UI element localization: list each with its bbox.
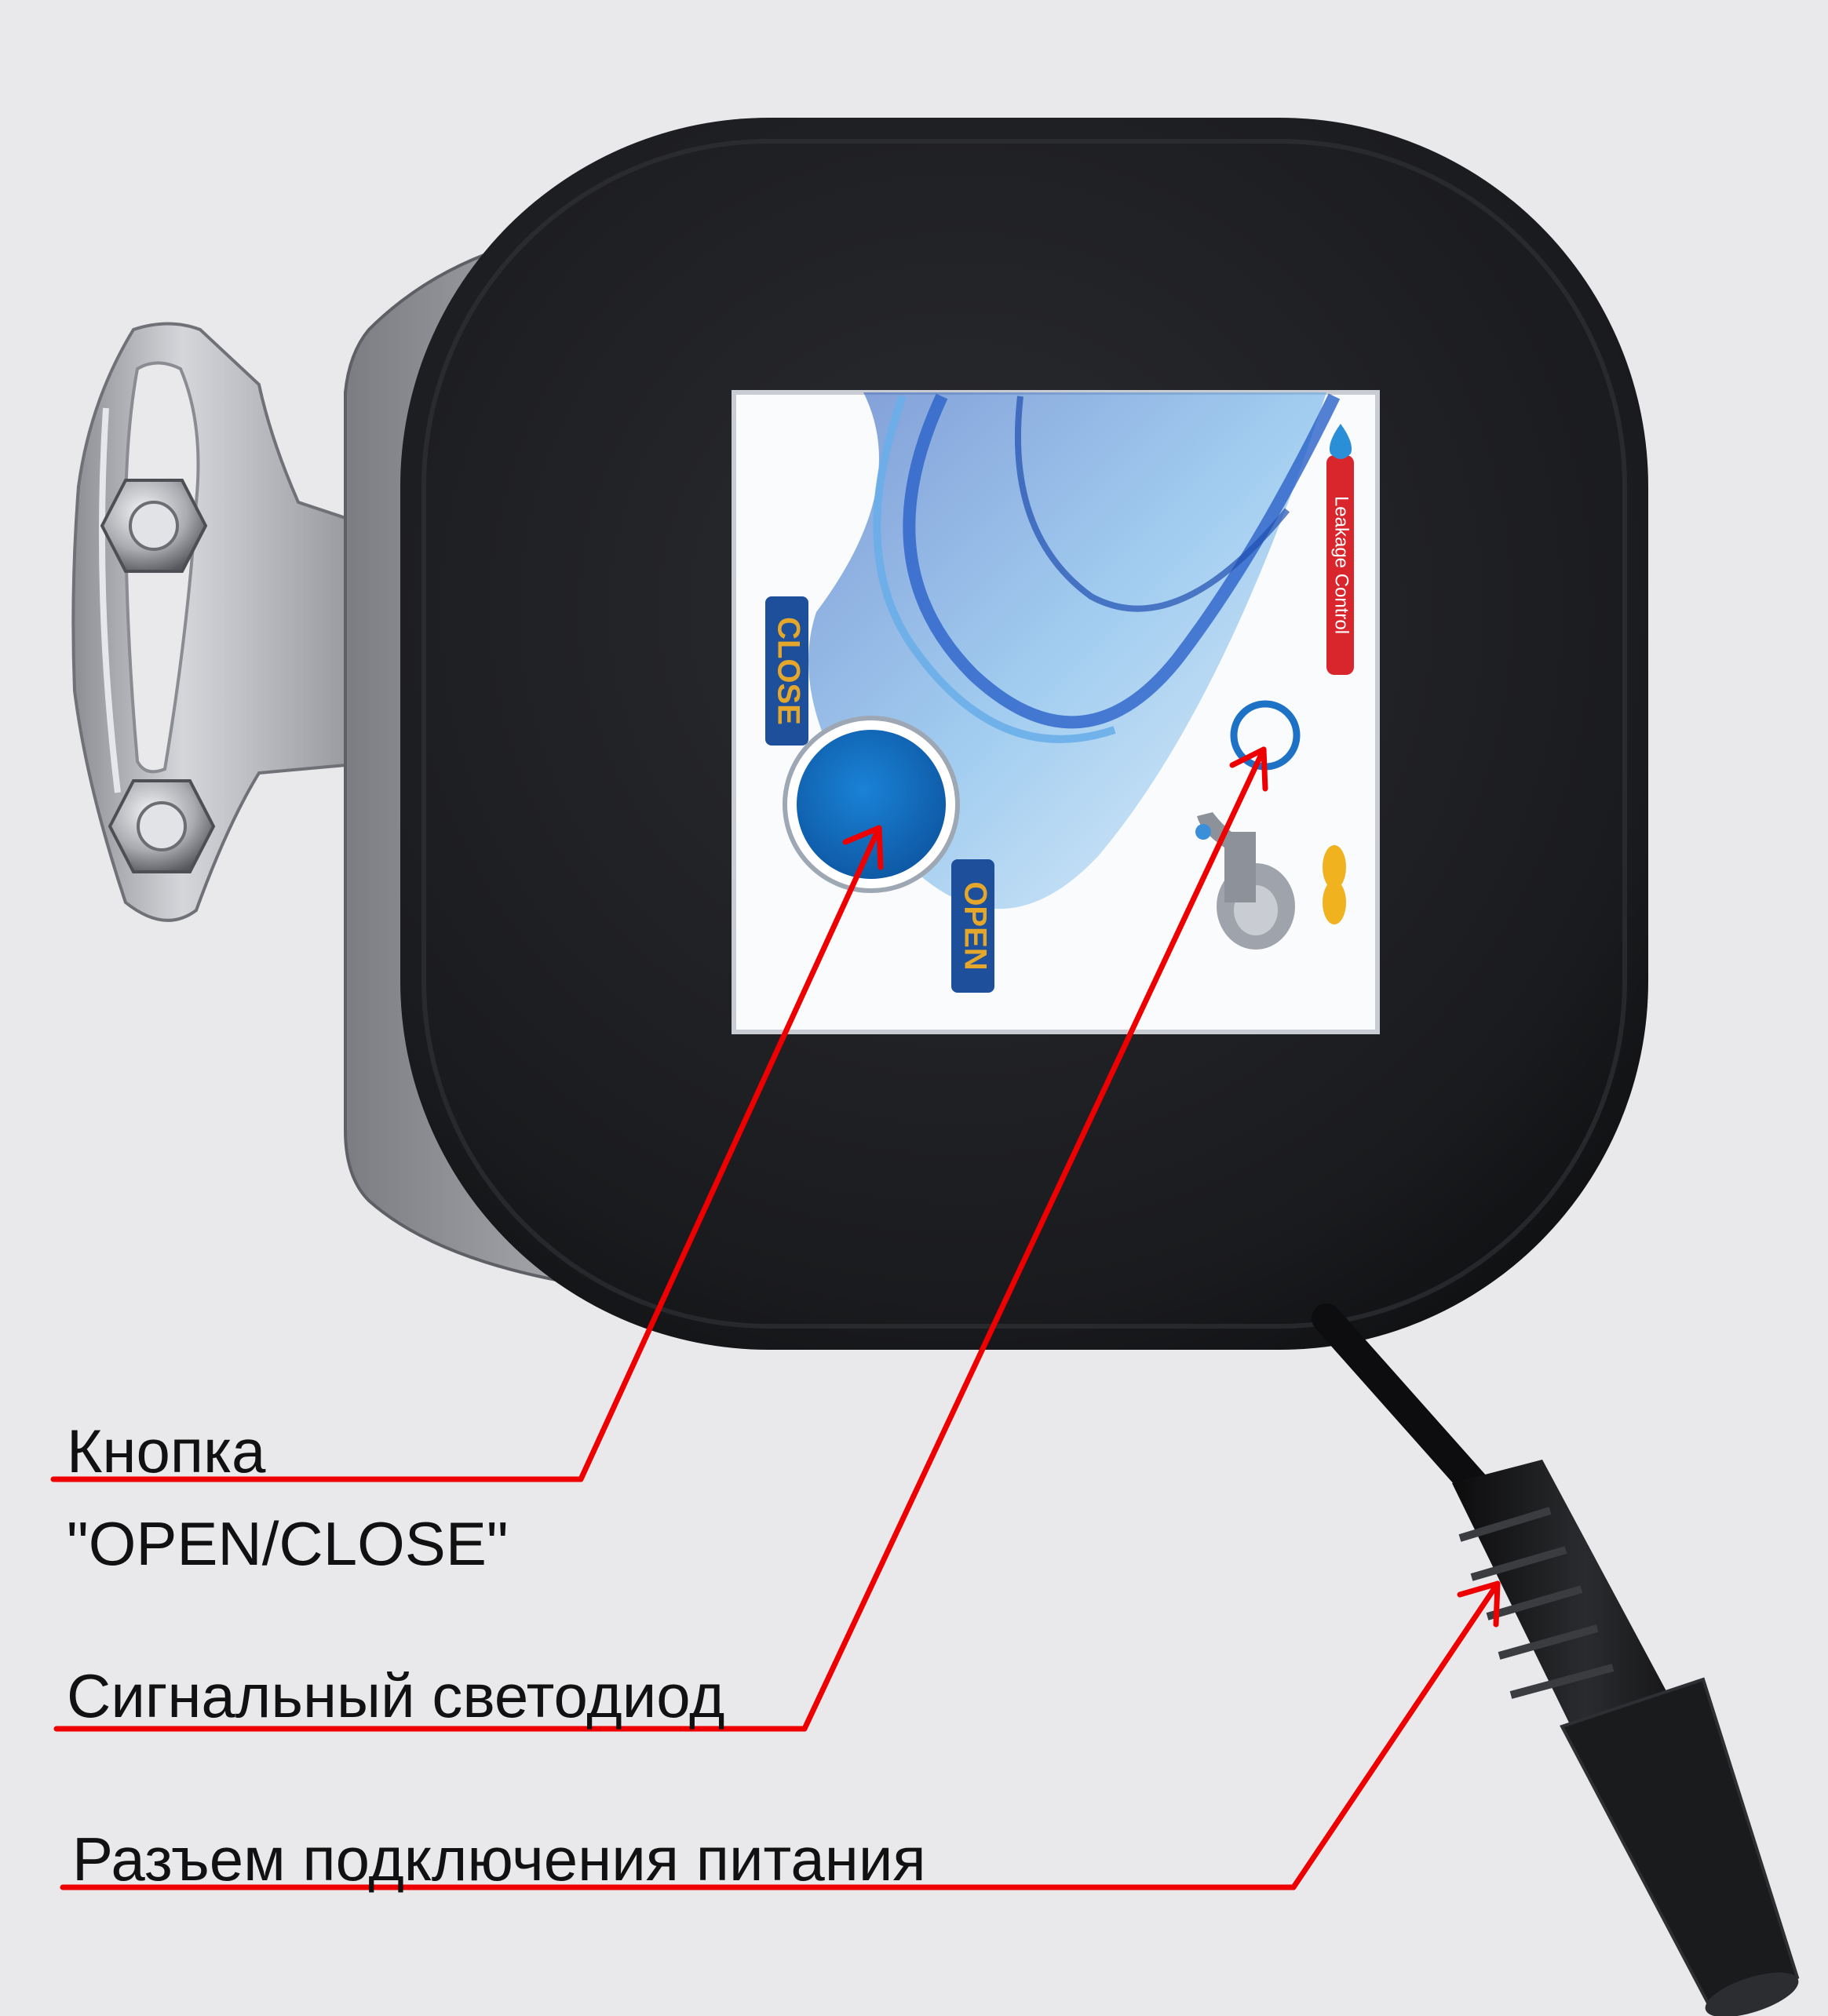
label-led: Сигнальный светодиод <box>67 1661 725 1730</box>
close-label: CLOSE <box>771 617 806 725</box>
label-button-line1: Кнопка <box>67 1416 266 1486</box>
label-button-line2: "OPEN/CLOSE" <box>67 1509 509 1578</box>
top-nut <box>102 480 206 571</box>
leakage-label: Leakage Control <box>1330 495 1352 635</box>
bottom-nut <box>110 781 213 872</box>
open-close-button[interactable] <box>785 718 958 891</box>
label-power: Разъем подключения питания <box>72 1825 926 1894</box>
open-label: OPEN <box>958 881 993 971</box>
